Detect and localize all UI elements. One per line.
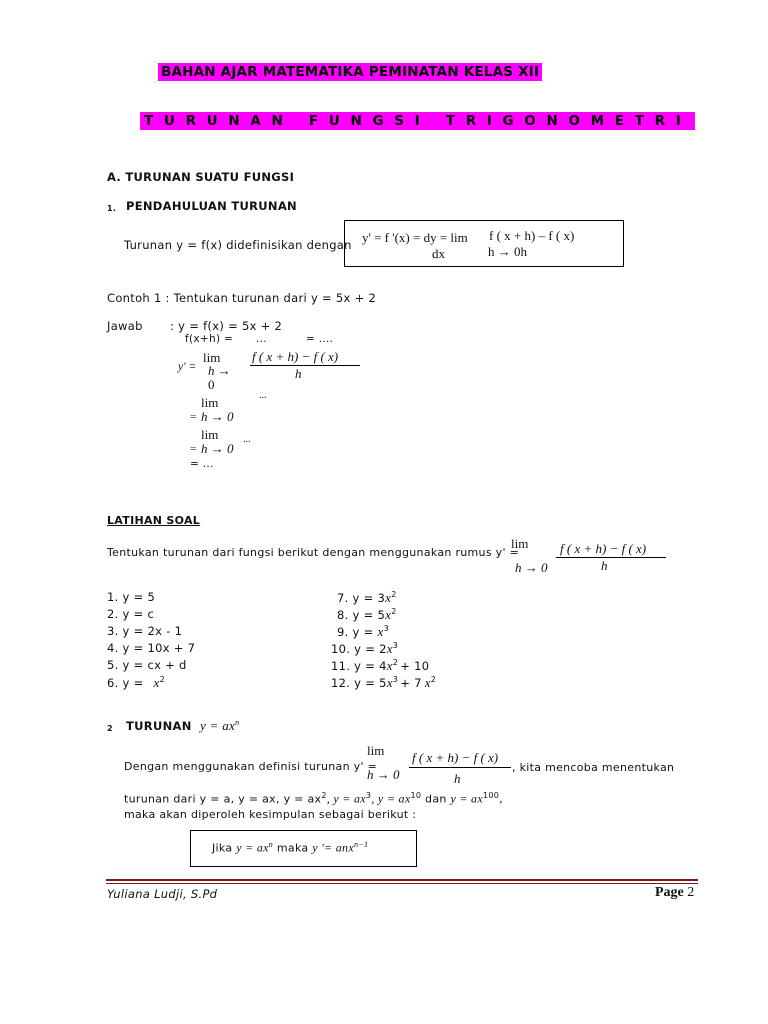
exercise-11-sup: 2	[392, 658, 399, 668]
fraction-denominator-1: h	[295, 366, 302, 381]
latihan-fraction-den: h	[601, 558, 608, 573]
definition-formula-limit: h → 0h	[488, 244, 527, 259]
exercise-4: 4. y = 10x + 7	[107, 641, 196, 655]
latihan-lim: lim	[511, 536, 529, 551]
latihan-heading: LATIHAN SOAL	[107, 514, 201, 527]
exercise-11	[331, 658, 429, 674]
section-a-heading: A. TURUNAN SUATU FUNGSI	[107, 170, 295, 184]
exercise-7-text: 7. y = 3	[337, 591, 386, 605]
definition-formula-left: y' = f '(x) = dy = lim	[362, 230, 468, 245]
exercise-11-tail: + 10	[400, 659, 430, 673]
section2-fraction-den: h	[454, 771, 461, 786]
section2-limit-sub: h → 0	[367, 767, 400, 782]
exercise-12-math: x	[386, 675, 393, 690]
dots-2: ...	[259, 390, 267, 401]
exercise-5: 5. y = cx + d	[107, 658, 187, 672]
exercise-9	[337, 624, 389, 640]
footer-page	[655, 885, 694, 901]
document-subtitle: TURUNAN FUNGSI TRIGONOMETRI	[140, 112, 695, 130]
conclusion-text	[212, 840, 368, 856]
document-title: BAHAN AJAR MATEMATIKA PEMINATAN KELAS XII	[158, 63, 542, 81]
section2-lim: lim	[367, 743, 385, 758]
footer-author: Yuliana Ludji, S.Pd	[107, 887, 218, 901]
lim-1: lim	[203, 350, 221, 365]
latihan-limit-sub: h → 0	[515, 560, 548, 575]
section-2-title-math: y = ax	[199, 718, 236, 733]
exercise-7	[337, 590, 397, 606]
exercise-10	[331, 641, 398, 657]
exercise-8-sup: 2	[391, 607, 397, 617]
exercise-6-text: 6. y =	[107, 676, 148, 690]
definition-text: Turunan y = f(x) didefinisikan dengan	[124, 238, 352, 252]
exercise-12-text: 12. y = 5	[331, 676, 387, 690]
line2-dan: dan	[425, 792, 447, 806]
jawab-line-2a: f(x+h) =	[185, 333, 234, 345]
line2-sup3: 3	[365, 791, 372, 800]
subsection-1-title: PENDAHULUAN TURUNAN	[126, 199, 297, 213]
exercise-11-math: x	[386, 658, 393, 673]
line2-text: turunan dari y = a, y = ax, y = ax	[124, 792, 322, 806]
section-2-title-text: TURUNAN	[126, 719, 192, 733]
dots-3: ...	[243, 434, 251, 445]
definition-formula-numerator: f ( x + h) – f ( x)	[489, 228, 575, 243]
section2-line2	[124, 791, 503, 807]
section2-line3: maka akan diperoleh kesimpulan sebagai berikut :	[124, 808, 417, 821]
exercise-3: 3. y = 2x - 1	[107, 624, 183, 638]
final-answer: = ...	[190, 458, 214, 470]
h-to-0-2: h → 0	[201, 409, 234, 424]
line2-mid: , y = ax	[326, 791, 366, 806]
conclusion-math2: y '= anx	[312, 840, 354, 855]
lim-2: lim	[201, 395, 219, 410]
exercise-8-math: x	[385, 607, 392, 622]
exercise-10-text: 10. y = 2	[331, 642, 387, 656]
exercise-10-sup: 3	[392, 641, 399, 651]
conclusion-sup1: n	[268, 840, 274, 849]
section2-fraction-num: f ( x + h) − f ( x)	[412, 750, 499, 765]
latihan-instruction: Tentukan turunan dari fungsi berikut dengan menggunakan rumus y' =	[107, 546, 520, 559]
latihan-fraction-num: f ( x + h) − f ( x)	[560, 541, 647, 556]
footer-page-label: Page	[655, 885, 684, 900]
subsection-1-number: 1.	[107, 204, 117, 213]
exercise-12-tail: + 7	[400, 676, 422, 690]
jawab-line-2c: = ....	[306, 333, 334, 345]
line2-sup100: 100	[483, 791, 500, 800]
equals-2: =	[190, 411, 197, 423]
exercise-7-sup: 2	[391, 590, 397, 600]
section-2-number: 2	[107, 724, 113, 733]
conclusion-math1: y = ax	[236, 840, 269, 855]
exercise-1: 1. y = 5	[107, 590, 156, 604]
yprime-label: y' =	[178, 361, 197, 373]
line2-mid3: y = ax	[450, 791, 483, 806]
exercise-6-math: x	[153, 675, 160, 690]
conclusion-maka: maka	[276, 841, 309, 855]
exercise-9-sup: 3	[383, 624, 389, 634]
section-2-title	[126, 718, 239, 734]
h-to-0-3: h → 0	[201, 441, 234, 456]
fraction-bar-1	[250, 365, 360, 366]
footer-rule-thin	[106, 883, 698, 884]
dengan-text: Dengan menggunakan definisi turunan y' =	[124, 760, 378, 773]
section2-fraction-bar	[409, 767, 511, 768]
footer-page-number: 2	[687, 885, 695, 900]
exercise-6	[107, 675, 165, 691]
jawab-line-2b: ...	[256, 333, 267, 345]
section-2-title-sup: n	[235, 718, 240, 728]
exercise-10-math: x	[386, 641, 393, 656]
h-arrow-1: h →	[208, 363, 231, 378]
definition-formula-dx: dx	[432, 246, 445, 261]
jawab-line-1: : y = f(x) = 5x + 2	[170, 319, 283, 333]
example-text: Contoh 1 : Tentukan turunan dari y = 5x + 2	[107, 291, 377, 305]
exercise-12-sup: 3	[392, 675, 399, 685]
zero-1: 0	[208, 377, 215, 392]
latihan-fraction-bar	[556, 557, 666, 558]
section2-trail: , kita mencoba menentukan	[512, 761, 675, 774]
jawab-label: Jawab	[107, 319, 143, 333]
lim-3: lim	[201, 427, 219, 442]
exercise-11-text: 11. y = 4	[331, 659, 387, 673]
exercise-8-text: 8. y = 5	[337, 608, 386, 622]
exercise-9-math: x	[377, 624, 384, 639]
conclusion-jika: Jika	[212, 841, 233, 855]
equals-3: =	[190, 443, 197, 455]
line2-sup2: 2	[321, 791, 327, 800]
exercise-7-math: x	[385, 590, 392, 605]
exercise-12	[331, 675, 436, 691]
exercise-9-text: 9. y =	[337, 625, 378, 639]
line2-mid2: , y = ax	[371, 791, 411, 806]
conclusion-sup2: n−1	[353, 840, 369, 849]
exercise-2: 2. y = c	[107, 607, 155, 621]
footer-rule-thick	[106, 879, 698, 881]
fraction-numerator-1: f ( x + h) − f ( x)	[252, 349, 339, 364]
exercise-8	[337, 607, 397, 623]
exercise-12-tail-math: x	[424, 675, 431, 690]
exercise-6-sup: 2	[159, 675, 165, 685]
exercise-12-tail-sup: 2	[430, 675, 437, 685]
line2-sup10: 10	[410, 791, 422, 800]
line2-end: ,	[499, 792, 503, 806]
